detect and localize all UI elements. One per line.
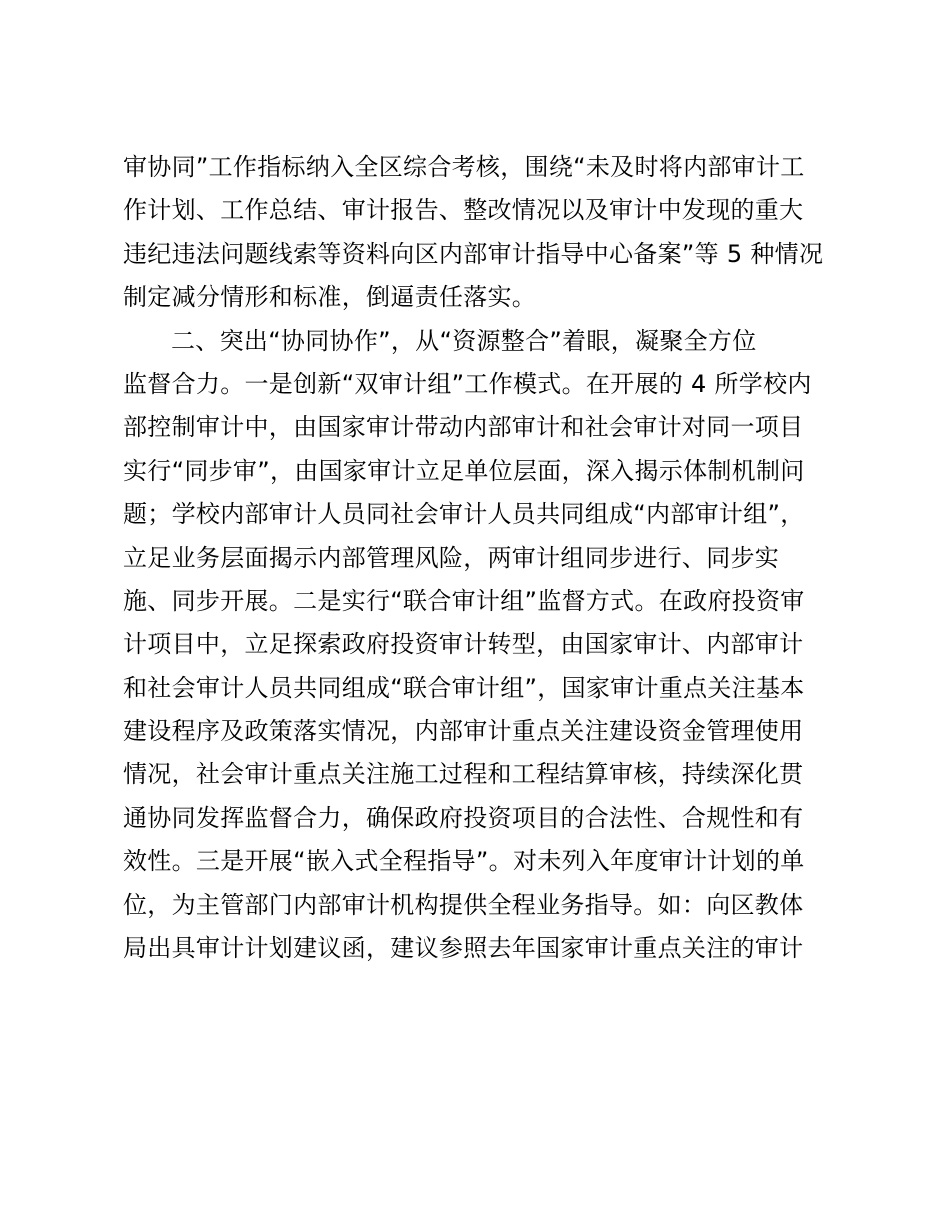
text-line: 部控制审计中，由国家审计带动内部审计和社会审计对同一项目	[123, 413, 804, 442]
section-heading-line: 二、突出“协同协作”，从“资源整合”着眼，凝聚全方位	[171, 326, 757, 355]
text-line: 违纪违法问题线索等资料向区内部审计指导中心备案”等 5 种情况	[123, 239, 824, 268]
text-line: 题；学校内部审计人员同社会审计人员共同组成“内部审计组”，	[123, 500, 805, 529]
body-text	[123, 146, 843, 970]
text-line: 位，为主管部门内部审计机构提供全程业务指导。如：向区教体	[123, 890, 804, 919]
text-line: 情况，社会审计重点关注施工过程和工程结算审核，持续深化贯	[123, 760, 804, 789]
text-line: 作计划、工作总结、审计报告、整改情况以及审计中发现的重大	[123, 196, 804, 225]
text-line: 局出具审计计划建议函，建议参照去年国家审计重点关注的审计	[123, 934, 804, 963]
text-line: 审协同”工作指标纳入全区综合考核，围绕“未及时将内部审计工	[123, 153, 805, 181]
text-line: 立足业务层面揭示内部管理风险，两审计组同步进行、同步实	[123, 543, 780, 572]
text-line: 施、同步开展。二是实行“联合审计组”监督方式。在政府投资审	[123, 586, 805, 615]
text-line: 监督合力。一是创新“双审计组”工作模式。在开展的 4 所学校内	[123, 369, 812, 398]
text-line: 实行“同步审”，由国家审计立足单位层面，深入揭示体制机制问	[123, 456, 805, 485]
text-line: 计项目中，立足探索政府投资审计转型，由国家审计、内部审计	[123, 630, 804, 659]
text-line: 建设程序及政策落实情况，内部审计重点关注建设资金管理使用	[123, 717, 804, 746]
text-line: 和社会审计人员共同组成“联合审计组”，国家审计重点关注基本	[123, 673, 805, 702]
text-line: 制定减分情形和标准，倒逼责任落实。	[123, 283, 537, 312]
text-line: 通协同发挥监督合力，确保政府投资项目的合法性、合规性和有	[123, 803, 804, 832]
text-line: 效性。三是开展“嵌入式全程指导”。对未列入年度审计计划的单	[123, 847, 805, 876]
